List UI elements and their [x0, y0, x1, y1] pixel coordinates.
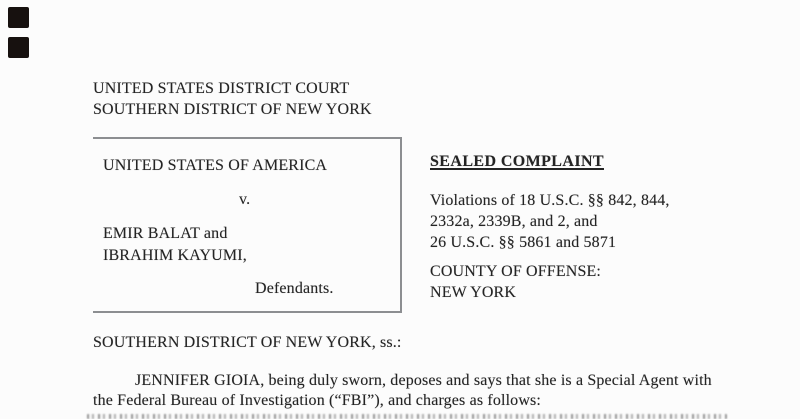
corner-redaction-mark-1	[8, 7, 29, 28]
violations-line-2: 2332a, 2339B, and 2, and	[430, 213, 598, 230]
corner-redaction-mark-2	[8, 37, 29, 58]
affidavit-paragraph-line-1: JENNIFER GIOIA, being duly sworn, deposes and says that she is a Special Agent with	[135, 372, 712, 389]
jurat-line: SOUTHERN DISTRICT OF NEW YORK, ss.:	[93, 334, 402, 351]
county-of-offense-label: COUNTY OF OFFENSE:	[430, 263, 602, 280]
county-of-offense-value: NEW YORK	[430, 284, 517, 301]
defendants-label: Defendants.	[255, 280, 334, 297]
violations-line-3: 26 U.S.C. §§ 5861 and 5871	[430, 234, 617, 251]
defendant-name-1: EMIR BALAT and	[103, 225, 228, 242]
defendant-name-2: IBRAHIM KAYUMI,	[103, 247, 247, 264]
court-name-line1: UNITED STATES DISTRICT COURT	[93, 80, 350, 97]
cutoff-text-strip	[87, 414, 727, 419]
sealed-complaint-title: SEALED COMPLAINT	[430, 153, 604, 170]
affidavit-paragraph-line-2: the Federal Bureau of Investigation (“FBI”), and charges as follows:	[93, 392, 541, 409]
plaintiff-name: UNITED STATES OF AMERICA	[103, 157, 328, 174]
court-name-line2: SOUTHERN DISTRICT OF NEW YORK	[93, 101, 372, 118]
versus-label: v.	[239, 191, 251, 208]
violations-line-1: Violations of 18 U.S.C. §§ 842, 844,	[430, 192, 670, 209]
